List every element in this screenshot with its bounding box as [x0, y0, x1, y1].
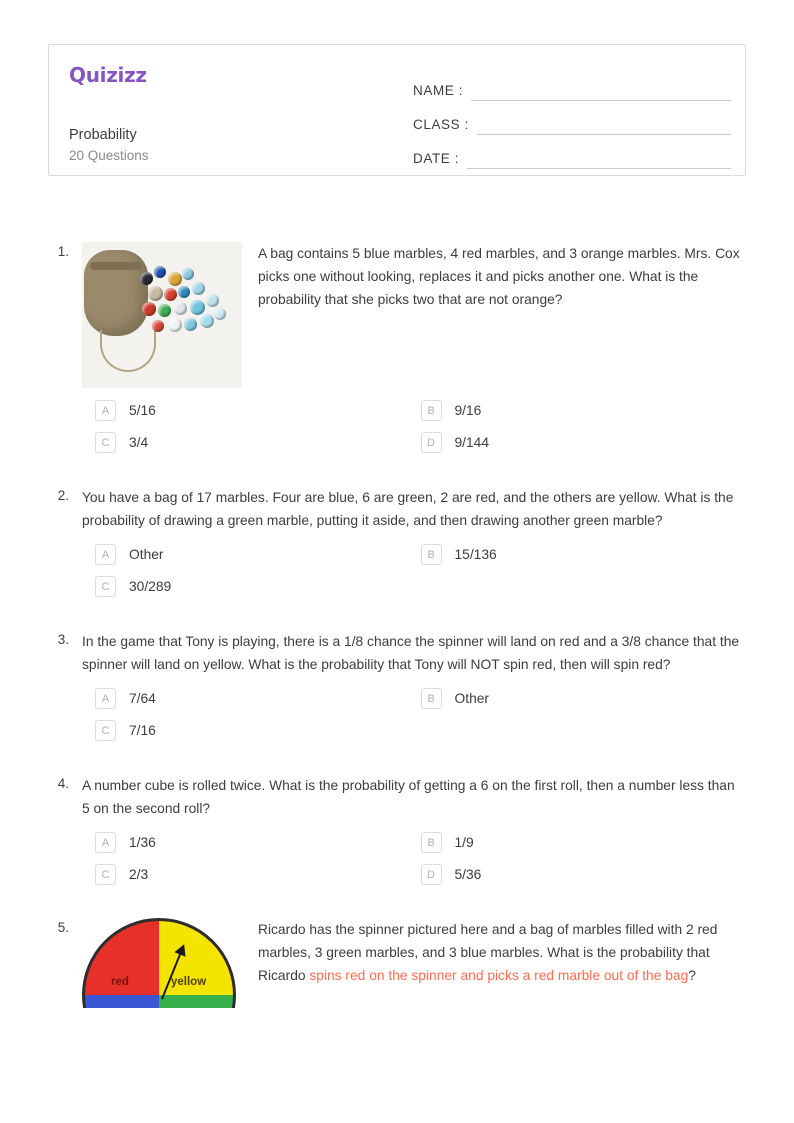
question-text-part2: ? — [688, 968, 696, 983]
question-item — [48, 904, 746, 1008]
question-number: 5. — [57, 920, 69, 935]
question-text: In the game that Tony is playing, there is a 1/8 chance the spinner will land on red and a 3/8 chance that the spinner will land on yellow. What is the probability that Tony will NOT spin red, then will spin red? — [82, 634, 740, 672]
name-label: NAME : — [413, 83, 464, 98]
class-input[interactable] — [477, 113, 731, 135]
marble — [142, 302, 156, 316]
header-fields — [401, 45, 745, 175]
option-text: 1/36 — [129, 835, 156, 850]
option-a[interactable] — [95, 832, 421, 853]
option-text: 1/9 — [454, 835, 474, 850]
option-text: 15/136 — [454, 547, 497, 562]
option-b[interactable] — [421, 688, 747, 709]
date-label: DATE : — [413, 151, 460, 166]
option-letter: B — [421, 688, 442, 709]
option-letter: A — [95, 544, 116, 565]
option-letter: D — [421, 432, 442, 453]
spinner-wheel — [82, 918, 236, 1008]
marble — [158, 304, 171, 317]
marble — [140, 272, 153, 285]
option-text: 5/36 — [454, 867, 482, 882]
marble — [214, 308, 226, 320]
options-list — [95, 544, 746, 608]
option-text: Other — [129, 547, 164, 562]
option-text: Other — [454, 691, 490, 706]
question-item — [48, 228, 746, 464]
question-text — [258, 904, 746, 987]
option-text: 30/289 — [129, 579, 172, 594]
option-letter: C — [95, 432, 116, 453]
option-letter: B — [421, 400, 442, 421]
question-number: 2. — [57, 488, 69, 503]
question-head — [48, 472, 746, 532]
question-item — [48, 760, 746, 896]
option-text: 9/144 — [454, 435, 490, 450]
date-input[interactable] — [467, 147, 731, 169]
option-b[interactable] — [421, 832, 747, 853]
class-label: CLASS : — [413, 117, 469, 132]
name-field-row — [413, 67, 731, 101]
page-title: Probability — [69, 127, 137, 143]
option-text: 3/4 — [129, 435, 149, 450]
question-text-part1: Ricardo has the spinner pictured here and a bag of marbles filled with 2 red marbles, 3 green marbles, and 3 blue marbles. What is the probability that Ricardo — [258, 922, 718, 983]
worksheet-header — [48, 44, 746, 176]
options-list — [95, 832, 746, 896]
question-head — [48, 616, 746, 676]
marble — [168, 318, 182, 332]
marble — [184, 318, 197, 331]
option-a[interactable] — [95, 688, 421, 709]
color-spinner — [82, 918, 242, 1008]
question-count: 20 Questions — [69, 148, 149, 163]
question-item — [48, 472, 746, 608]
options-list — [95, 688, 746, 752]
spinner-image — [82, 918, 242, 1008]
option-letter: C — [95, 720, 116, 741]
marble — [190, 300, 205, 315]
question-head — [48, 228, 746, 388]
marble-bag-image — [82, 242, 242, 388]
option-text: 2/3 — [129, 867, 149, 882]
option-letter: A — [95, 400, 116, 421]
question-head — [48, 904, 746, 1008]
option-letter: A — [95, 688, 116, 709]
question-number: 3. — [57, 632, 69, 647]
option-text: 7/64 — [129, 691, 156, 706]
spinner-label-red: red — [111, 976, 129, 988]
name-input[interactable] — [471, 79, 731, 101]
bag-string — [100, 330, 156, 372]
marble — [148, 286, 163, 301]
option-b[interactable] — [421, 544, 747, 565]
option-c[interactable] — [95, 720, 421, 741]
header-left — [49, 45, 401, 175]
option-text: 7/16 — [129, 723, 156, 738]
marble — [164, 288, 177, 301]
questions-list — [48, 228, 746, 1016]
marble — [178, 286, 190, 298]
question-item — [48, 616, 746, 752]
question-text-highlight: spins red on the spinner and picks a red marble out of the bag — [309, 968, 689, 983]
option-letter: A — [95, 832, 116, 853]
marble — [154, 266, 166, 278]
option-text: 9/16 — [454, 403, 482, 418]
option-c[interactable] — [95, 864, 421, 885]
option-d[interactable] — [421, 864, 747, 885]
marble-bag-photo — [82, 242, 242, 388]
question-number: 4. — [57, 776, 69, 791]
options-list — [95, 400, 746, 464]
question-text: A number cube is rolled twice. What is the probability of getting a 6 on the first roll, then a number less than 5 on the second roll? — [82, 778, 735, 816]
marble — [192, 282, 205, 295]
option-text: 5/16 — [129, 403, 156, 418]
marble — [206, 294, 219, 307]
question-text: You have a bag of 17 marbles. Four are blue, 6 are green, 2 are red, and the others are yellow. What is the probability of drawing a green marble, putting it aside, and then drawing another green marble? — [82, 490, 734, 528]
option-c[interactable] — [95, 432, 421, 453]
option-letter: C — [95, 576, 116, 597]
marble — [174, 302, 187, 315]
question-text: A bag contains 5 blue marbles, 4 red marbles, and 3 orange marbles. Mrs. Cox picks one without looking, replaces it and picks another one. What is the probability that she picks two that are not orange? — [258, 246, 740, 307]
spinner-label-yellow: yellow — [171, 976, 207, 988]
question-number: 1. — [57, 244, 69, 259]
marble — [152, 320, 164, 332]
date-field-row — [413, 135, 731, 169]
quizizz-logo: Quizizz — [69, 63, 147, 87]
bag-shape — [84, 250, 148, 336]
marble — [168, 272, 182, 286]
option-b[interactable] — [421, 400, 747, 421]
option-letter: C — [95, 864, 116, 885]
option-letter: B — [421, 832, 442, 853]
option-d[interactable] — [421, 432, 747, 453]
class-field-row — [413, 101, 731, 135]
option-c[interactable] — [95, 576, 421, 597]
option-letter: B — [421, 544, 442, 565]
question-head — [48, 760, 746, 820]
option-a[interactable] — [95, 400, 421, 421]
marble — [182, 268, 194, 280]
option-a[interactable] — [95, 544, 421, 565]
option-letter: D — [421, 864, 442, 885]
marble — [200, 314, 214, 328]
